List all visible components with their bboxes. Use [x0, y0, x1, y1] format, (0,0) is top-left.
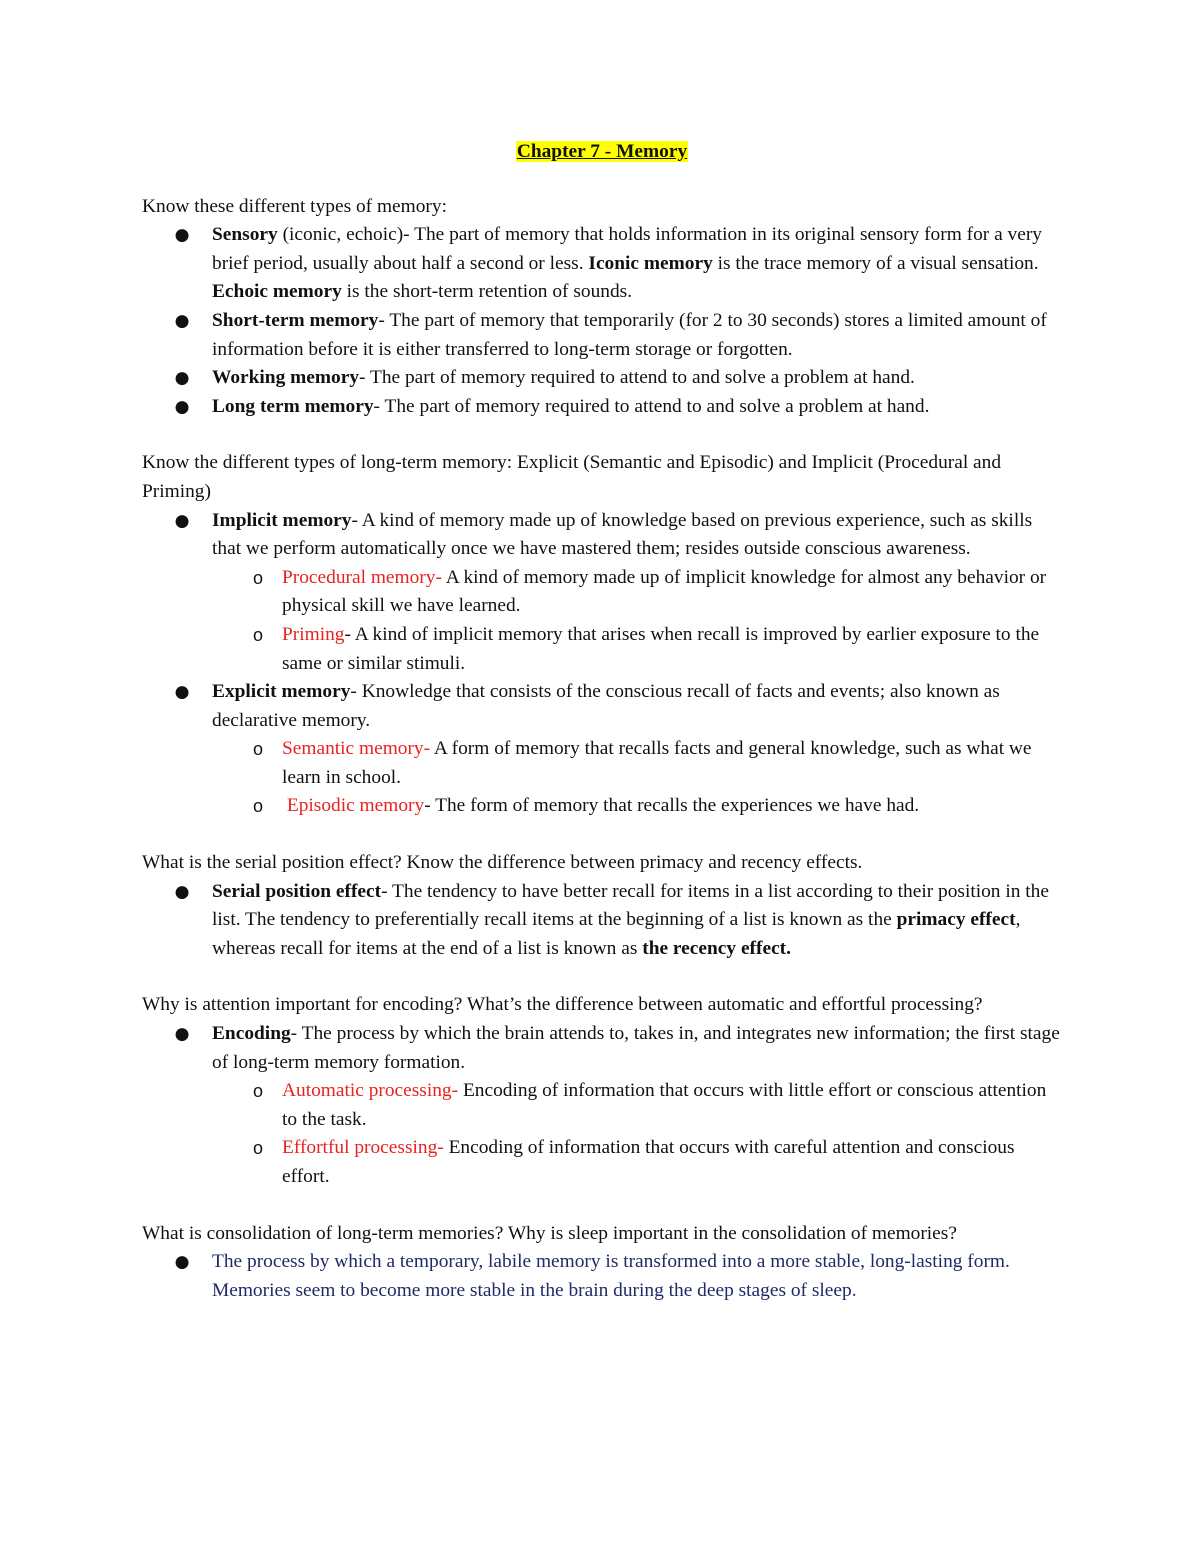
term-iconic: Iconic memory — [588, 252, 713, 274]
definition-text: - The part of memory required to attend to and solve a problem at hand. — [373, 395, 930, 417]
list-item-long-term — [142, 393, 1062, 422]
sub-item-procedural — [142, 564, 1062, 621]
term-priming: Priming — [282, 623, 345, 645]
term-semantic: Semantic memory- — [282, 738, 431, 760]
sub-item-effortful — [142, 1134, 1062, 1191]
list-item-short-term — [142, 307, 1062, 364]
sub-item-episodic — [142, 792, 1062, 821]
section-prompt-encoding: Why is attention important for encoding? What’s the difference between automatic and effortful processing? — [142, 994, 983, 1016]
term-effortful: Effortful processing- — [282, 1137, 444, 1159]
definition-text: - The part of memory required to attend to and solve a problem at hand. — [359, 367, 915, 389]
definition-text: - A kind of implicit memory that arises when recall is improved by earlier exposure to the same or similar stimuli. — [282, 623, 1040, 674]
term-episodic: Episodic memory — [282, 795, 425, 817]
sub-item-priming — [142, 621, 1062, 678]
list-item-serial-position — [142, 878, 1062, 964]
definition-text: , whereas recall for items at the end of a list is known as — [212, 909, 1021, 959]
paragraph-gap — [142, 421, 1062, 449]
page-title — [142, 138, 1062, 167]
definition-text: (iconic, echoic)- The part of memory that holds information in its original sensory form for a very brief period, usually about half a second or less. — [212, 224, 1043, 274]
list-item-consolidation — [142, 1248, 1062, 1305]
bullet-icon: ● — [174, 1252, 190, 1273]
term-recency: the recency effect. — [642, 937, 791, 959]
term-serial-position: Serial position effect — [212, 880, 382, 902]
bullet-icon: ● — [174, 510, 190, 531]
bullet-icon: ● — [174, 1024, 190, 1045]
term-short-term: Short-term memory — [212, 309, 379, 331]
bullet-icon: ● — [174, 225, 190, 246]
paragraph-gap — [142, 821, 1062, 849]
term-explicit: Explicit memory — [212, 681, 351, 703]
definition-text: is the trace memory of a visual sensation. — [712, 252, 1039, 274]
definition-text: - The form of memory that recalls the experiences we have had. — [424, 795, 920, 817]
definition-text: - The part of memory that temporarily (for 2 to 30 seconds) stores a limited amount of information before it is either transferred to long-term storage or forgotten. — [212, 309, 1047, 360]
list-item-implicit — [142, 507, 1062, 564]
bullet-icon: ● — [174, 310, 190, 331]
sub-item-automatic — [142, 1077, 1062, 1134]
section-prompt-serial-position: What is the serial position effect? Know the difference between primacy and recency effects. — [142, 852, 863, 874]
document-body — [142, 138, 1062, 1305]
definition-text: is the short-term retention of sounds. — [341, 281, 633, 303]
definition-text: Encoding of information that occurs with careful attention and conscious effort. — [282, 1137, 1015, 1187]
term-long-term: Long term memory — [212, 395, 374, 417]
paragraph-gap — [142, 963, 1062, 991]
term-working: Working memory — [212, 367, 360, 389]
bullet-icon: ● — [174, 396, 190, 417]
circle-bullet-icon: o — [252, 1081, 263, 1102]
circle-bullet-icon: o — [252, 567, 263, 588]
term-echoic: Echoic memory — [212, 281, 342, 303]
circle-bullet-icon: o — [252, 796, 263, 817]
term-automatic: Automatic processing- — [282, 1080, 459, 1102]
term-primacy: primacy effect — [896, 909, 1016, 931]
bullet-icon: ● — [174, 368, 190, 389]
list-item-explicit — [142, 678, 1062, 735]
list-item-encoding — [142, 1020, 1062, 1077]
definition-text: - A kind of memory made up of knowledge based on previous experience, such as skills that we perform automatically once we have mastered them; resides outside conscious awareness. — [212, 509, 1033, 560]
term-sensory: Sensory — [212, 224, 278, 246]
definition-text: A kind of memory made up of implicit knowledge for almost any behavior or physical skill we have learned. — [282, 566, 1047, 617]
circle-bullet-icon: o — [252, 739, 263, 760]
list-item-sensory — [142, 221, 1062, 307]
definition-text: - Knowledge that consists of the conscious recall of facts and events; also known as declarative memory. — [212, 681, 1000, 731]
paragraph-gap — [142, 1192, 1062, 1220]
circle-bullet-icon: o — [252, 1138, 263, 1159]
definition-text: - The tendency to have better recall for items in a list according to their position in the list. The tendency to preferentially recall items at the beginning of a list is known as the — [212, 880, 1049, 931]
definition-text: - The process by which the brain attends to, takes in, and integrates new information; the first stage of long-term memory formation. — [212, 1023, 1060, 1073]
title-text: Chapter 7 - Memory — [516, 141, 688, 162]
sub-item-semantic — [142, 735, 1062, 792]
term-encoding: Encoding — [212, 1023, 291, 1045]
circle-bullet-icon: o — [252, 624, 263, 645]
bullet-icon: ● — [174, 682, 190, 703]
term-procedural: Procedural memory- — [282, 566, 442, 588]
list-item-working — [142, 364, 1062, 393]
definition-text: A form of memory that recalls facts and general knowledge, such as what we learn in school. — [282, 738, 1032, 788]
section-prompt-types: Know these different types of memory: — [142, 195, 447, 217]
definition-text: The process by which a temporary, labile memory is transformed into a more stable, long-lasting form. Memories seem to become more stable in the brain during the deep stages of sleep. — [212, 1251, 1010, 1301]
section-prompt-long-term-types: Know the different types of long-term memory: Explicit (Semantic and Episodic) and Implicit (Procedural and Priming) — [142, 452, 1002, 502]
definition-text: Encoding of information that occurs with little effort or conscious attention to the task. — [282, 1080, 1047, 1130]
bullet-icon: ● — [174, 881, 190, 902]
section-prompt-consolidation: What is consolidation of long-term memories? Why is sleep important in the consolidation of memories? — [142, 1222, 957, 1244]
term-implicit: Implicit memory — [212, 509, 352, 531]
